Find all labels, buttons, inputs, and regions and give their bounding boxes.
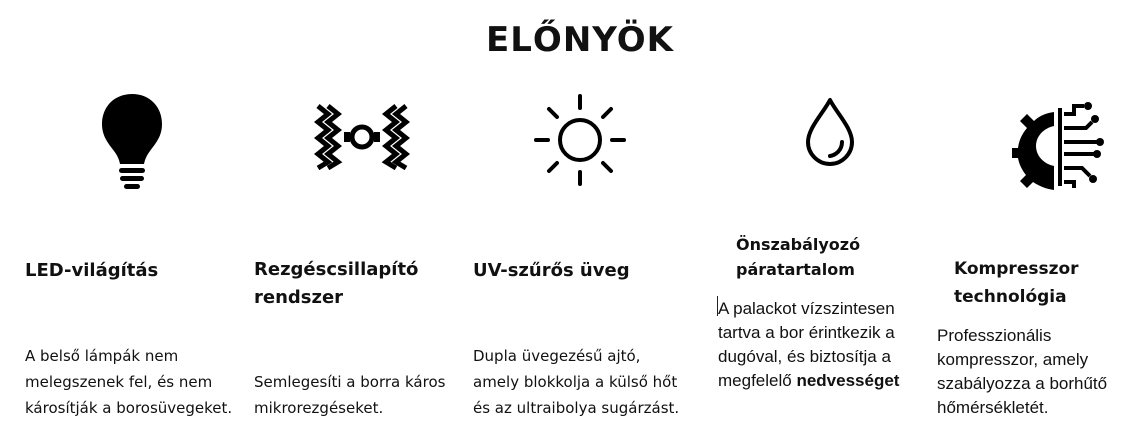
feature-desc-vibration: Semlegesíti a borra káros mikrorezgéseket. bbox=[254, 373, 446, 417]
feature-title-led: LED-világítás bbox=[25, 260, 159, 281]
feature-desc-uv: Dupla üvegezésű ajtó, amely blokkolja a külső hőt és az ultraibolya sugárzást. bbox=[473, 347, 680, 417]
feature-title-uv: UV-szűrős üveg bbox=[473, 260, 630, 281]
sun-icon bbox=[532, 92, 628, 188]
cpu-gear-icon bbox=[1010, 98, 1104, 192]
page-title: ELŐNYÖK bbox=[486, 20, 674, 60]
feature-title-compressor: Kompresszor technológia bbox=[954, 259, 1079, 307]
feature-title-humidity: Önszabályozó páratartalom bbox=[736, 235, 861, 279]
lightbulb-icon bbox=[100, 92, 164, 192]
feature-desc-humidity-text: A palackot vízszintesen tartva a bor érintkezik a dugóval, és biztosítja a megfelelő bbox=[718, 299, 895, 390]
feature-desc-humidity bbox=[718, 297, 914, 393]
feature-desc-compressor: Professzionális kompresszor, amely szabályozza a borhűtő hőmérsékletét. bbox=[937, 326, 1108, 417]
feature-title-vibration: Rezgéscsillapító rendszer bbox=[254, 259, 419, 308]
water-drop-icon bbox=[802, 96, 858, 168]
feature-desc-humidity-bold: nedvességet bbox=[796, 371, 900, 390]
vibration-icon bbox=[312, 104, 412, 170]
feature-desc-led: A belső lámpák nem melegszenek fel, és nem károsítják a borosüvegeket. bbox=[25, 347, 233, 417]
